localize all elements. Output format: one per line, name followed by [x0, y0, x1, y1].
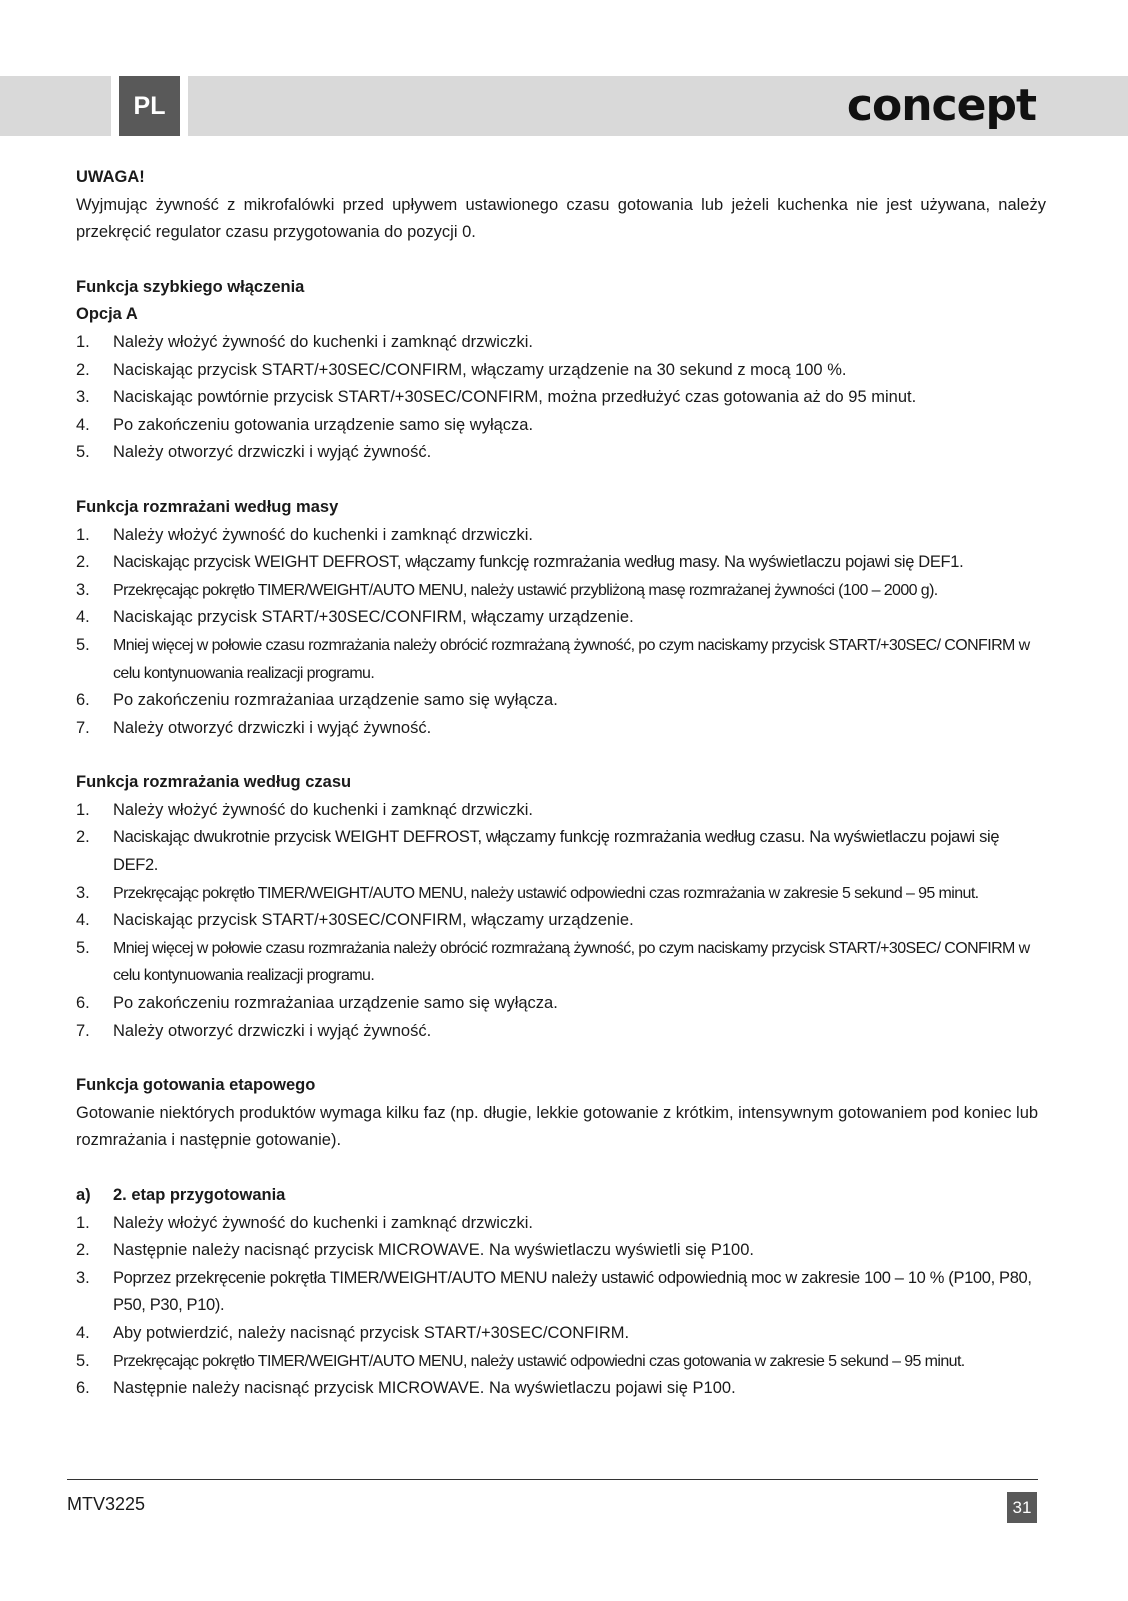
language-badge: PL — [119, 76, 180, 136]
warning-text: Wyjmując żywność z mikrofalówki przed upływem ustawionego czasu gotowania lub jeżeli kuchenka nie jest używana, należy przekręcić regulator czasu przygotowania do pozycji 0. — [76, 195, 1046, 242]
list-item — [76, 990, 1046, 1018]
step-text: Należy włożyć żywność do kuchenki i zamknąć drzwiczki. — [113, 332, 533, 351]
list-item — [76, 880, 1046, 908]
step-number: 4. — [76, 1323, 90, 1342]
step-text: Przekręcając pokrętło TIMER/WEIGHT/AUTO MENU, należy ustawić odpowiedni czas gotowania w zakresie 5 sekund – 95 minut. — [113, 1352, 965, 1370]
list-item — [76, 522, 1046, 550]
step-number: 4. — [76, 608, 90, 627]
list-item — [76, 1237, 1046, 1265]
list-item — [76, 384, 1046, 412]
list-item — [76, 715, 1046, 743]
list-item — [76, 604, 1046, 632]
warning-title: UWAGA! — [76, 168, 145, 186]
list-item — [76, 935, 1046, 990]
step-text: Przekręcając pokrętło TIMER/WEIGHT/AUTO MENU, należy ustawić przybliżoną masę rozmrażanej żywności (100 – 2000 g). — [113, 581, 938, 599]
step-number: 6. — [76, 994, 90, 1013]
step-number: 4. — [76, 911, 90, 930]
step-text: Poprzez przekręcenie pokrętła TIMER/WEIGHT/AUTO MENU należy ustawić odpowiednią moc w zakresie 100 – 10 % (P100, P80, P50, P30, P10). — [113, 1268, 1032, 1315]
step-number: 2. — [76, 360, 90, 379]
footer-divider — [67, 1479, 1038, 1480]
step-number: 7. — [76, 718, 90, 737]
section-title-multistage: Funkcja gotowania etapowego — [76, 1076, 316, 1095]
list-item — [76, 412, 1046, 440]
step-text: Naciskając przycisk START/+30SEC/CONFIRM, włączamy urządzenie. — [113, 911, 634, 930]
step-text: Naciskając przycisk WEIGHT DEFROST, włączamy funkcję rozmrażania według masy. Na wyświetlaczu pojawi się DEF1. — [113, 553, 964, 572]
step-number: 1. — [76, 1213, 90, 1232]
step-number: 3. — [76, 883, 90, 902]
multistage-text: Gotowanie niektórych produktów wymaga kilku faz (np. długie, lekkie gotowanie z krótkim, intensywnym gotowaniem pod koniec lub rozmrażania i następnie gotowanie). — [76, 1103, 1039, 1150]
list-item — [76, 824, 1046, 879]
step-number: 5. — [76, 443, 90, 462]
list-item — [76, 439, 1046, 467]
list-item — [76, 1348, 1046, 1376]
list-item — [76, 357, 1046, 385]
list-item — [76, 1210, 1046, 1238]
list-item — [76, 687, 1046, 715]
list-item — [76, 1265, 1046, 1320]
step-text: Mniej więcej w połowie czasu rozmrażania należy obrócić rozmrażaną żywność, po czym naciskamy przycisk START/+30SEC/ CONFIRM w celu kontynuowania realizacji programu. — [113, 939, 1030, 985]
step-number: 3. — [76, 580, 90, 599]
step-text: Przekręcając pokrętło TIMER/WEIGHT/AUTO MENU, należy ustawić odpowiedni czas rozmrażania w zakresie 5 sekund – 95 minut. — [113, 884, 979, 902]
section-title-defrost-time: Funkcja rozmrażania według czasu — [76, 773, 352, 792]
step-text: Należy otworzyć drzwiczki i wyjąć żywność. — [113, 1021, 432, 1040]
header-divider — [180, 76, 188, 136]
step-number: 4. — [76, 415, 90, 434]
list-item — [76, 577, 1046, 605]
step-number: 2. — [76, 553, 90, 572]
list-item — [76, 797, 1046, 825]
step-number: 5. — [76, 938, 90, 957]
step-text: Mniej więcej w połowie czasu rozmrażania należy obrócić rozmrażaną żywność, po czym naciskamy przycisk START/+30SEC/ CONFIRM w celu kontynuowania realizacji programu. — [113, 636, 1030, 682]
list-item — [76, 1018, 1046, 1046]
step-text: Po zakończeniu rozmrażaniaa urządzenie samo się wyłącza. — [113, 691, 558, 710]
step-text: Następnie należy nacisnąć przycisk MICROWAVE. Na wyświetlaczu pojawi się P100. — [113, 1379, 736, 1398]
brand-logo: concept — [846, 80, 1036, 131]
step-text: Po zakończeniu gotowania urządzenie samo się wyłącza. — [113, 415, 534, 434]
step-number: 7. — [76, 1021, 90, 1040]
page-content — [76, 164, 1046, 1403]
step-number: 6. — [76, 691, 90, 710]
step-number: 5. — [76, 635, 90, 654]
header-divider — [111, 76, 119, 136]
stage-heading — [76, 1182, 1046, 1210]
section-title-quick-start: Funkcja szybkiego włączenia — [76, 277, 305, 296]
step-number: 1. — [76, 332, 90, 351]
model-number: MTV3225 — [67, 1494, 146, 1514]
list-item — [76, 329, 1046, 357]
step-text: Naciskając przycisk START/+30SEC/CONFIRM, włączamy urządzenie na 30 sekund z mocą 100 %. — [113, 360, 847, 379]
step-number: 1. — [76, 800, 90, 819]
step-text: Należy otworzyć drzwiczki i wyjąć żywność. — [113, 718, 432, 737]
step-number: 3. — [76, 388, 90, 407]
list-item — [76, 1375, 1046, 1403]
list-item — [76, 1320, 1046, 1348]
step-text: Należy włożyć żywność do kuchenki i zamknąć drzwiczki. — [113, 525, 533, 544]
step-text: Należy włożyć żywność do kuchenki i zamknąć drzwiczki. — [113, 800, 533, 819]
quick-start-steps — [76, 329, 1046, 467]
step-text: Naciskając powtórnie przycisk START/+30SEC/CONFIRM, można przedłużyć czas gotowania aż do 95 minut. — [113, 388, 917, 407]
step-number: 2. — [76, 828, 90, 847]
step-text: Należy otworzyć drzwiczki i wyjąć żywność. — [113, 443, 432, 462]
step-text: Należy włożyć żywność do kuchenki i zamknąć drzwiczki. — [113, 1213, 533, 1232]
stage-title: 2. etap przygotowania — [113, 1186, 286, 1204]
list-item — [76, 549, 1046, 577]
step-text: Aby potwierdzić, należy nacisnąć przycisk START/+30SEC/CONFIRM. — [113, 1323, 630, 1342]
page-number: 31 — [1007, 1492, 1037, 1523]
list-item — [76, 632, 1046, 687]
step-text: Naciskając przycisk START/+30SEC/CONFIRM, włączamy urządzenie. — [113, 608, 634, 627]
step-number: 3. — [76, 1268, 90, 1287]
defrost-weight-steps — [76, 522, 1046, 743]
step-text: Następnie należy nacisnąć przycisk MICROWAVE. Na wyświetlaczu wyświetli się P100. — [113, 1241, 754, 1260]
defrost-time-steps — [76, 797, 1046, 1045]
step-number: 6. — [76, 1379, 90, 1398]
step-number: 5. — [76, 1351, 90, 1370]
option-title: Opcja A — [76, 305, 138, 324]
step-text: Naciskając dwukrotnie przycisk WEIGHT DEFROST, włączamy funkcję rozmrażania według czasu. Na wyświetlaczu pojawi się DEF2. — [113, 828, 1000, 875]
step-number: 1. — [76, 525, 90, 544]
stage-letter: a) — [76, 1186, 91, 1204]
step-number: 2. — [76, 1241, 90, 1260]
list-item — [76, 907, 1046, 935]
section-title-defrost-weight: Funkcja rozmrażani według masy — [76, 497, 339, 516]
step-text: Po zakończeniu rozmrażaniaa urządzenie samo się wyłącza. — [113, 994, 558, 1013]
multistage-steps — [76, 1210, 1046, 1403]
